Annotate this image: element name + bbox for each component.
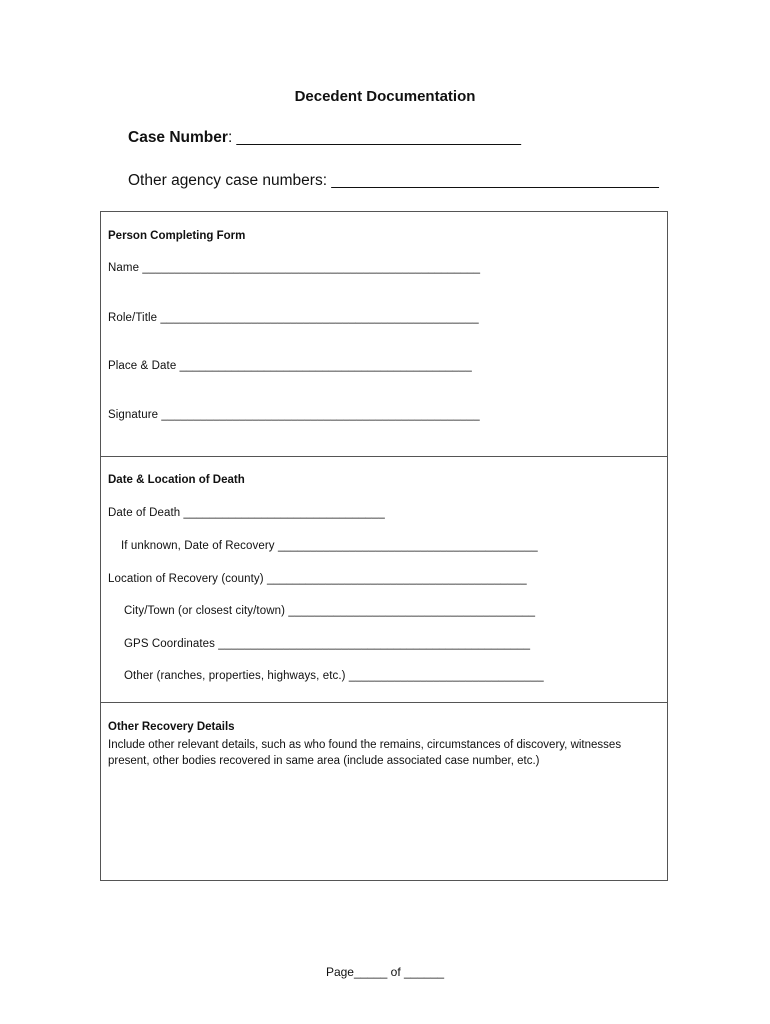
case-number-field[interactable] xyxy=(128,129,521,147)
date-of-death-field[interactable]: Date of Death _______________________________ xyxy=(108,507,385,519)
place-date-field[interactable]: Place & Date _____________________________________________ xyxy=(108,360,472,372)
page-title: Decedent Documentation xyxy=(294,88,476,105)
city-town-field[interactable]: City/Town (or closest city/town) ______________________________________ xyxy=(124,605,536,617)
other-recovery-details-section[interactable] xyxy=(101,703,667,880)
name-field[interactable]: Name ____________________________________________________ xyxy=(108,262,481,274)
other-location-field[interactable]: Other (ranches, properties, highways, etc.) ______________________________ xyxy=(124,670,544,682)
page-number-footer: Page_____ of ______ xyxy=(325,965,445,979)
signature-field[interactable]: Signature _________________________________________________ xyxy=(108,409,480,421)
gps-coordinates-field[interactable]: GPS Coordinates ________________________________________________ xyxy=(124,638,531,650)
person-completing-section xyxy=(101,212,667,457)
date-location-section xyxy=(101,457,667,703)
other-agency-case-numbers-field[interactable]: Other agency case numbers: ______________________________________ xyxy=(128,172,659,189)
role-title-field[interactable]: Role/Title _________________________________________________ xyxy=(108,312,479,324)
case-number-blank: : _________________________________ xyxy=(227,129,522,146)
death-section-heading: Date & Location of Death xyxy=(108,474,245,486)
form-box xyxy=(100,211,668,881)
location-county-field[interactable]: Location of Recovery (county) ________________________________________ xyxy=(108,573,527,585)
person-section-heading: Person Completing Form xyxy=(108,230,246,242)
date-of-recovery-field[interactable]: If unknown, Date of Recovery ________________________________________ xyxy=(121,540,538,552)
details-section-heading: Other Recovery Details xyxy=(108,721,235,733)
details-description: Include other relevant details, such as who found the remains, circumstances of discovery, witnesses present, other bodies recovered in same area (include associated case number, etc.) xyxy=(108,739,622,767)
case-number-label: Case Number xyxy=(128,129,228,146)
